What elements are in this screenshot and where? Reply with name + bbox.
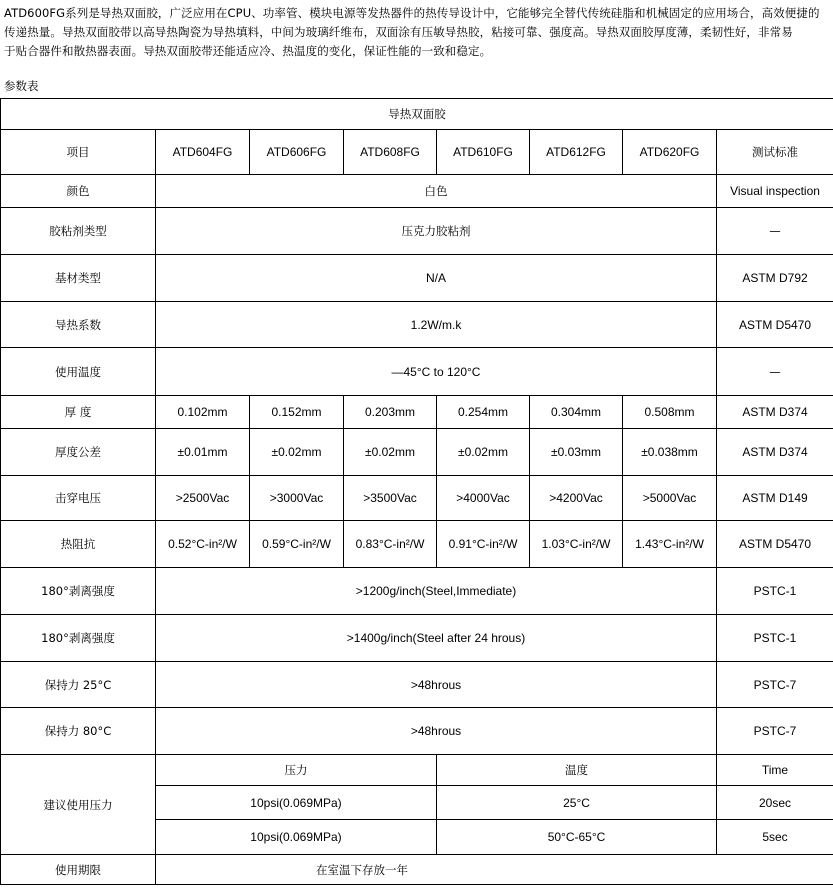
row-cell: >5000Vac [623, 476, 717, 521]
row-cell: >4000Vac [437, 476, 530, 521]
pressure-cell: 10psi(0.069MPa) [156, 786, 437, 820]
table-row [1, 708, 833, 755]
row-cell: 0.52°C-in²/W [156, 521, 250, 568]
row-standard: ASTM D5470 [717, 302, 833, 348]
intro-paragraph [4, 4, 830, 61]
temp-cell: 25°C [437, 786, 717, 820]
row-label: 胶粘剂类型 [1, 208, 156, 255]
row-cell: ±0.038mm [623, 429, 717, 476]
table-row [1, 521, 833, 568]
row-standard: ASTM D149 [717, 476, 833, 521]
row-standard: ASTM D792 [717, 255, 833, 302]
model-header: ATD604FG [156, 130, 250, 175]
header-standard: 测试标准 [717, 130, 833, 175]
row-label: 建议使用压力 [1, 755, 156, 855]
row-value: 在室温下存放一年 [156, 855, 833, 885]
row-cell: 1.43°C-in²/W [623, 521, 717, 568]
row-cell: ±0.03mm [530, 429, 623, 476]
row-standard: — [717, 348, 833, 396]
row-cell: >3000Vac [250, 476, 344, 521]
row-cell: 0.91°C-in²/W [437, 521, 530, 568]
row-standard: PSTC-7 [717, 662, 833, 708]
table-row [1, 855, 833, 885]
row-label: 厚 度 [1, 396, 156, 429]
table-row [1, 302, 833, 348]
row-cell: 0.59°C-in²/W [250, 521, 344, 568]
row-cell: 0.83°C-in²/W [344, 521, 437, 568]
row-standard: PSTC-1 [717, 615, 833, 662]
row-value: N/A [156, 255, 717, 302]
row-label: 基材类型 [1, 255, 156, 302]
table-row [1, 348, 833, 396]
row-label: 使用期限 [1, 855, 156, 885]
row-cell: 0.152mm [250, 396, 344, 429]
temp-cell: 50°C-65°C [437, 820, 717, 855]
row-cell: ±0.02mm [250, 429, 344, 476]
model-header: ATD620FG [623, 130, 717, 175]
row-value: 白色 [156, 175, 717, 208]
table-row [1, 255, 833, 302]
row-standard: ASTM D374 [717, 429, 833, 476]
table-caption: 参数表 [4, 79, 39, 93]
table-row [1, 568, 833, 615]
row-cell: 0.304mm [530, 396, 623, 429]
table-row [1, 429, 833, 476]
row-cell: >3500Vac [344, 476, 437, 521]
row-standard: — [717, 208, 833, 255]
pressure-head: 压力 [156, 755, 437, 786]
row-label: 保持力 25°C [1, 662, 156, 708]
intro-line: 传递热量。导热双面胶带以高导热陶瓷为导热填料，中间为玻璃纤维布，双面涂有压敏导热胶，粘接可靠、强度高。导热双面胶厚度薄，柔韧性好，非常易 [4, 25, 793, 39]
row-label: 180°剥离强度 [1, 615, 156, 662]
parameter-table [0, 98, 833, 885]
model-header: ATD608FG [344, 130, 437, 175]
model-header: ATD610FG [437, 130, 530, 175]
row-cell: 0.102mm [156, 396, 250, 429]
table-row [1, 476, 833, 521]
model-header: ATD612FG [530, 130, 623, 175]
header-item: 项目 [1, 130, 156, 175]
row-cell: ±0.02mm [344, 429, 437, 476]
model-header: ATD606FG [250, 130, 344, 175]
row-label: 颜色 [1, 175, 156, 208]
time-cell: 5sec [717, 820, 833, 855]
row-cell: 1.03°C-in²/W [530, 521, 623, 568]
row-cell: ±0.02mm [437, 429, 530, 476]
intro-line: ATD600FG系列是导热双面胶，广泛应用在CPU、功率管、模块电源等发热器件的热传导设计中，它能够完全替代传统硅脂和机械固定的应用场合，高效便捷的 [4, 6, 820, 20]
row-value: —45°C to 120°C [156, 348, 717, 396]
row-standard: ASTM D374 [717, 396, 833, 429]
table-row [1, 615, 833, 662]
temp-head: 温度 [437, 755, 717, 786]
row-cell: 0.254mm [437, 396, 530, 429]
row-cell: ±0.01mm [156, 429, 250, 476]
row-standard: Visual inspection [717, 175, 833, 208]
row-standard: PSTC-7 [717, 708, 833, 755]
row-value: >1400g/inch(Steel after 24 hrous) [156, 615, 717, 662]
header-row [1, 130, 833, 175]
table-row [1, 208, 833, 255]
row-value: >48hrous [156, 662, 717, 708]
row-value: 压克力胶粘剂 [156, 208, 717, 255]
row-cell: >2500Vac [156, 476, 250, 521]
pressure-head-row [1, 755, 833, 786]
table-title-row [1, 99, 833, 130]
row-standard: ASTM D5470 [717, 521, 833, 568]
row-cell: 0.203mm [344, 396, 437, 429]
time-head: Time [717, 755, 833, 786]
row-value: >1200g/inch(Steel,Immediate) [156, 568, 717, 615]
row-label: 热阻抗 [1, 521, 156, 568]
row-standard: PSTC-1 [717, 568, 833, 615]
table-row [1, 396, 833, 429]
row-cell: 0.508mm [623, 396, 717, 429]
row-cell: >4200Vac [530, 476, 623, 521]
row-label: 使用温度 [1, 348, 156, 396]
row-label: 保持力 80°C [1, 708, 156, 755]
row-label: 厚度公差 [1, 429, 156, 476]
pressure-cell: 10psi(0.069MPa) [156, 820, 437, 855]
row-label: 180°剥离强度 [1, 568, 156, 615]
table-title: 导热双面胶 [1, 99, 833, 130]
row-label: 击穿电压 [1, 476, 156, 521]
row-value: 1.2W/m.k [156, 302, 717, 348]
time-cell: 20sec [717, 786, 833, 820]
intro-line: 于贴合器件和散热器表面。导热双面胶带还能适应冷、热温度的变化，保证性能的一致和稳定。 [4, 44, 492, 58]
table-row [1, 175, 833, 208]
table-row [1, 662, 833, 708]
row-value: >48hrous [156, 708, 717, 755]
row-label: 导热系数 [1, 302, 156, 348]
